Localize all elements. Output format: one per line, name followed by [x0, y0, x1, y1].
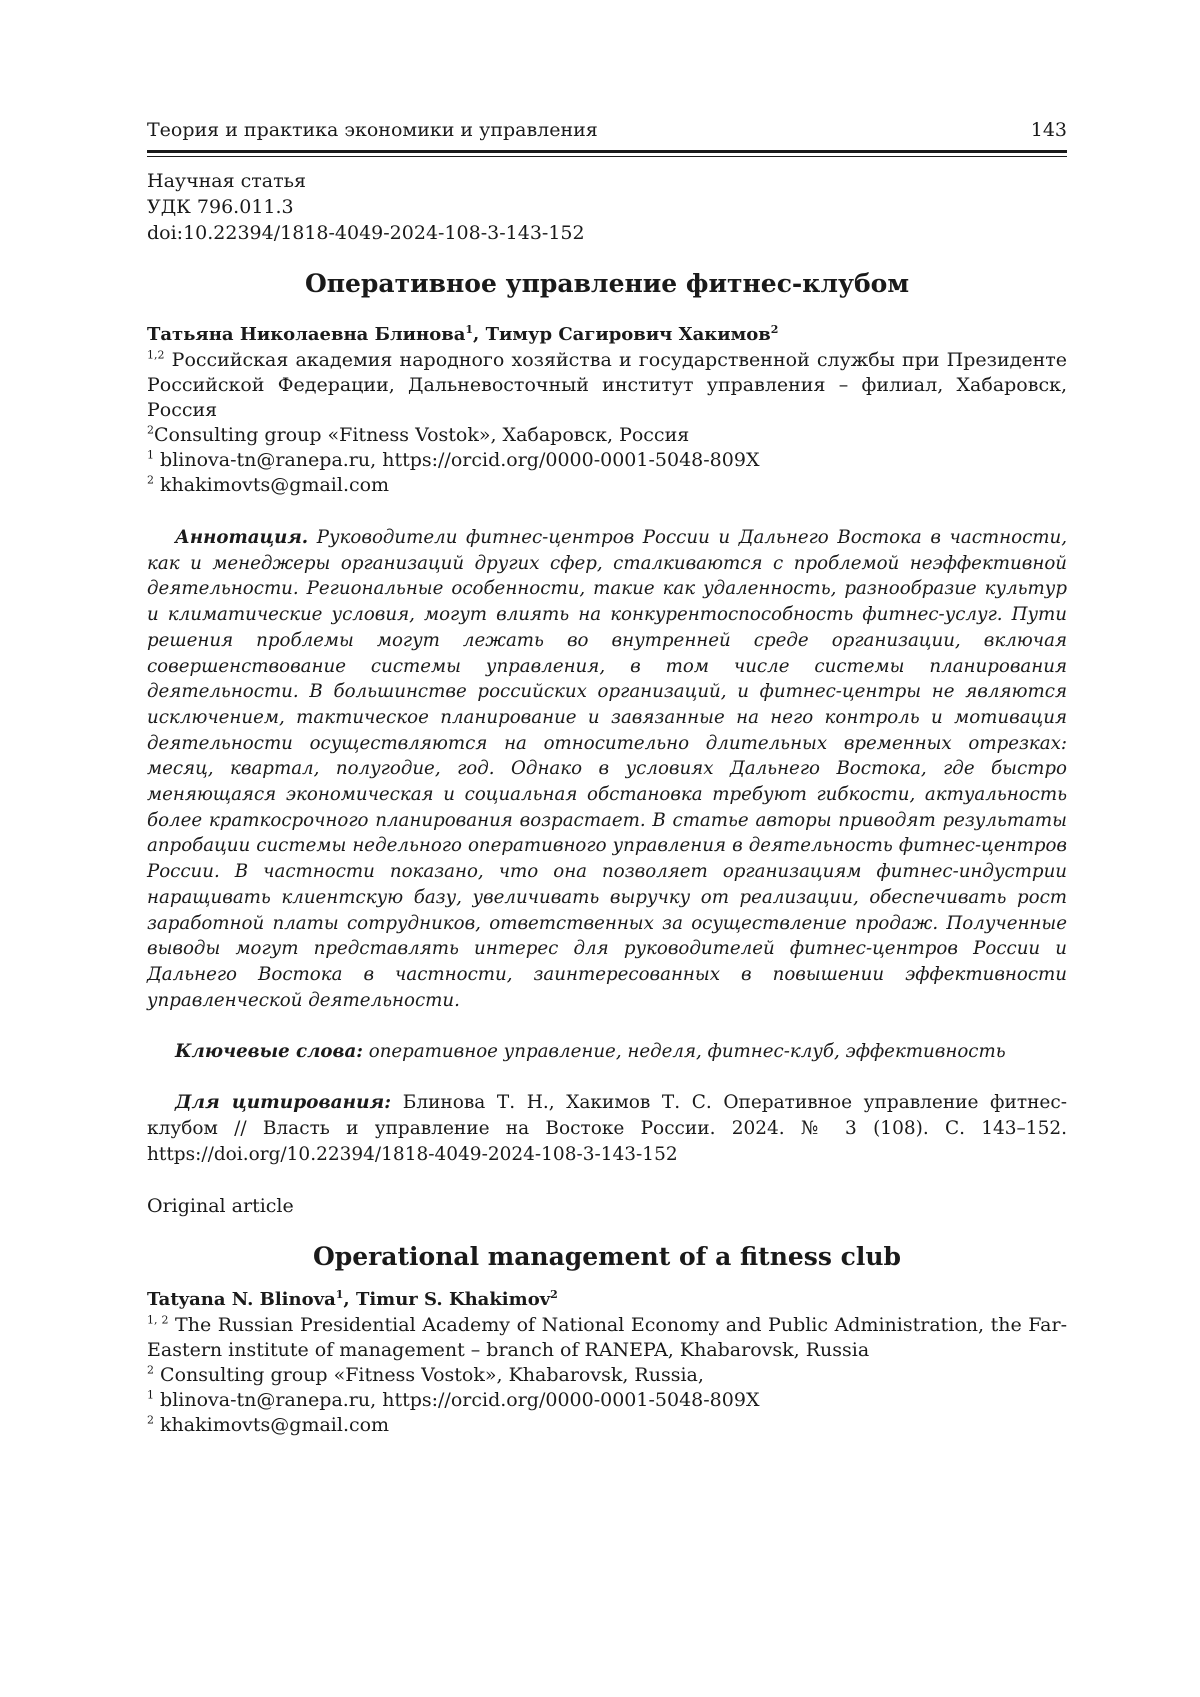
email-2-ru — [147, 473, 1067, 498]
authors-en — [147, 1287, 1067, 1313]
email-2-text-en[interactable]: khakimovts@gmail.com — [154, 1414, 389, 1436]
citation-label: Для цитирования: — [175, 1092, 391, 1113]
author-2-sup-en: 2 — [550, 1288, 558, 1301]
article-page — [147, 118, 1067, 1438]
author-1-name: Татьяна Николаевна Блинова — [147, 324, 465, 345]
keywords-text: оперативное управление, неделя, фитнес-клуб, эффективность — [363, 1041, 1006, 1062]
affiliation-2-ru — [147, 423, 1067, 448]
email-2-text[interactable]: khakimovts@gmail.com — [154, 474, 389, 496]
affiliation-1-sup: 1,2 — [147, 349, 165, 362]
affiliation-2-sup: 2 — [147, 424, 154, 437]
keywords-ru — [147, 1039, 1067, 1065]
author-2-sup: 2 — [771, 323, 779, 336]
email-1-ru — [147, 448, 1067, 473]
article-type: Научная статья — [147, 168, 1067, 194]
article-type-en: Original article — [147, 1193, 1067, 1219]
udc-code: УДК 796.011.3 — [147, 194, 1067, 220]
affiliation-1-sup-en: 1, 2 — [147, 1314, 169, 1327]
author-separator: , — [473, 324, 486, 345]
email-1-sup: 1 — [147, 449, 154, 462]
keywords-label: Ключевые слова: — [175, 1041, 363, 1062]
page-number: 143 — [1031, 118, 1067, 142]
affiliation-1-ru — [147, 348, 1067, 423]
abstract-ru — [147, 525, 1067, 1013]
article-meta — [147, 168, 1067, 246]
running-header — [147, 118, 1067, 153]
affiliation-1-text: Российская академия народного хозяйства и государственной службы при Президенте Российской Федерации, Дальневосточный институт управления – филиал, Хабаровск, Россия — [147, 349, 1067, 421]
email-1-text-en[interactable]: blinova-tn@ranepa.ru, https://orcid.org/0000-0001-5048-809X — [154, 1389, 759, 1411]
abstract-text: Руководители фитнес-центров России и Дальнего Востока в частности, как и менеджеры организаций других сфер, сталкиваются с проблемой неэффективной деятельности. Региональные особенности, такие как удаленность, разнообразие культур и климатические условия, могут влиять на конкурентоспособность фитнес-услуг. Пути решения проблемы могут лежать во внутренней среде организации, включая совершенствование системы управления, в том числе системы планирования деятельности. В большинстве российских организаций, и фитнес-центры не являются исключением, тактическое планирование и завязанные на него контроль и мотивация деятельности осуществляются на относительно длительных временных отрезках: месяц, квартал, полугодие, год. Однако в условиях Дальнего Востока, где быстро меняющаяся экономическая и социальная обстановка требуют гибкости, актуальность более краткосрочного планирования возрастает. В статье авторы приводят результаты апробации системы недельного оперативного управления в деятельность фитнес-центров России. В частности показано, что она позволяет организациям фитнес-индустрии наращивать клиентскую базу, увеличивать выручку от реализации, обеспечивать рост заработной платы сотрудников, ответственных за осуществление продаж. Полученные выводы могут представлять интерес для руководителей фитнес-центров России и Дальнего Востока в частности, заинтересованных в повышении эффективности управленческой деятельности. — [147, 527, 1067, 1011]
email-1-en — [147, 1388, 1067, 1413]
abstract-label: Аннотация. — [175, 527, 308, 548]
email-2-en — [147, 1413, 1067, 1438]
author-2-name: Тимур Сагирович Хакимов — [486, 324, 771, 345]
email-2-sup: 2 — [147, 474, 154, 487]
article-title-en: Operational management of a fitness club — [147, 1241, 1067, 1273]
author-separator-en: , — [343, 1289, 356, 1310]
email-1-sup-en: 1 — [147, 1389, 154, 1402]
citation-ru — [147, 1090, 1067, 1168]
article-title-ru: Оперативное управление фитнес-клубом — [147, 268, 1067, 300]
email-1-text[interactable]: blinova-tn@ranepa.ru, https://orcid.org/0000-0001-5048-809X — [154, 449, 759, 471]
header-rule — [147, 156, 1067, 157]
email-2-sup-en: 2 — [147, 1414, 154, 1427]
affiliation-1-en — [147, 1313, 1067, 1363]
author-2-name-en: Timur S. Khakimov — [356, 1289, 550, 1310]
doi-link[interactable]: doi:10.22394/1818-4049-2024-108-3-143-152 — [147, 220, 1067, 246]
citation-text: Блинова Т. Н., Хакимов Т. С. Оперативное управление фитнес-клубом // Власть и управление на Востоке России. 2024. № 3 (108). С. 143–152. https://doi.org/10.22394/1818-4049-2024-108-3-143-152 — [147, 1092, 1067, 1165]
journal-title: Теория и практика экономики и управления — [147, 118, 598, 142]
author-1-sup-en: 1 — [336, 1288, 344, 1301]
affiliation-2-sup-en: 2 — [147, 1364, 154, 1377]
affiliation-2-en — [147, 1363, 1067, 1388]
author-1-sup: 1 — [465, 323, 473, 336]
author-1-name-en: Tatyana N. Blinova — [147, 1289, 336, 1310]
affiliation-2-text: Consulting group «Fitness Vostok», Хабаровск, Россия — [154, 424, 689, 446]
authors-ru — [147, 322, 1067, 348]
affiliation-2-text-en: Consulting group «Fitness Vostok», Khabarovsk, Russia, — [154, 1364, 704, 1386]
affiliation-1-text-en: The Russian Presidential Academy of National Economy and Public Administration, the Far-Eastern institute of management – branch of RANEPA, Khabarovsk, Russia — [147, 1314, 1067, 1361]
